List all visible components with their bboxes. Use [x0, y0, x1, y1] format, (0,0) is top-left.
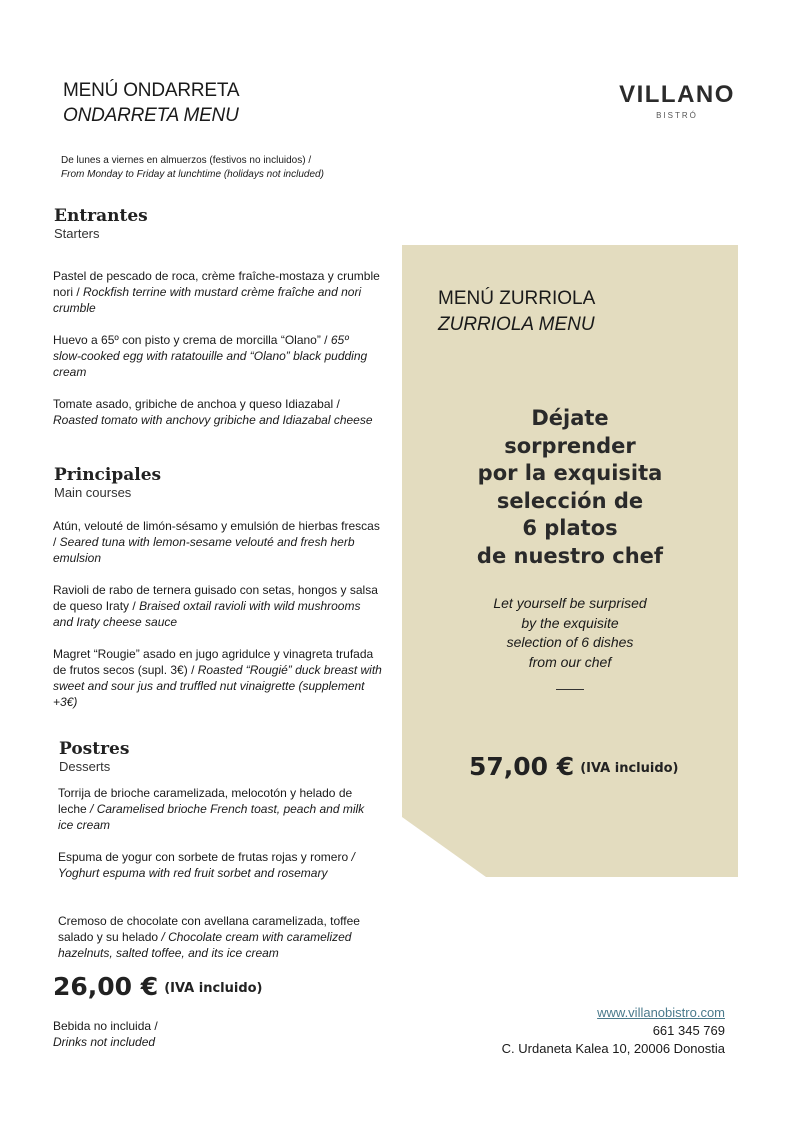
zurriola-subline — [402, 594, 738, 672]
price-iva: (IVA incluido) — [164, 980, 263, 996]
headline-line: por la exquisita — [477, 461, 663, 485]
dish-en: / Yoghurt espuma with red fruit sorbet and rosemary — [58, 850, 355, 880]
zurriola-title — [438, 286, 595, 338]
mains-heading — [54, 465, 161, 501]
dish-en: / Caramelised brioche French toast, peach and milk ice cream — [58, 802, 365, 832]
list-item — [53, 518, 383, 566]
drinks-en: Drinks not included — [53, 1035, 156, 1049]
list-item — [53, 396, 383, 428]
schedule-en: From Monday to Friday at lunchtime (holidays not included) — [61, 169, 324, 180]
logo-wordmark: VILLANO — [619, 81, 735, 108]
dish-en: Roasted “Rougié” duck breast with sweet and sour jus and truffled nut vinaigrette (supplement +3€) — [53, 663, 382, 709]
dish-es: Cremoso de chocolate con avellana caramelizada, toffee salado y su helado — [58, 914, 360, 944]
drinks-note — [53, 1018, 158, 1050]
menu-title — [63, 78, 239, 128]
headline-line: 6 platos — [522, 516, 618, 540]
schedule-es: De lunes a viernes en almuerzos (festivos no incluidos) / — [61, 155, 312, 166]
list-item — [58, 849, 373, 881]
dish-en: Roasted tomato with anchovy gribiche and Idiazabal cheese — [53, 413, 373, 427]
divider — [556, 689, 584, 690]
mains-subtitle: Main courses — [54, 485, 132, 500]
phone-number: 661 345 769 — [652, 1023, 725, 1038]
zurriola-title-en: ZURRIOLA MENU — [438, 314, 595, 335]
list-item — [58, 785, 378, 833]
dish-en: 65º slow-cooked egg with ratatouille and “Olano” black pudding cream — [53, 333, 368, 379]
price-iva: (IVA incluido) — [580, 760, 679, 776]
headline-line: sorprender — [504, 433, 636, 458]
price-amount: 26,00 € — [53, 972, 159, 1001]
zurriola-price — [469, 752, 679, 781]
dish-es: Torrija de brioche caramelizada, melocotón y helado de leche — [58, 786, 353, 816]
dish-en: Seared tuna with lemon-sesame velouté and fresh herb emulsion — [53, 535, 355, 565]
dish-es: Espuma de yogur con sorbete de frutas rojas y romero — [58, 850, 352, 864]
schedule-note — [61, 154, 324, 182]
drinks-es: Bebida no incluida / — [53, 1019, 158, 1033]
subline-line: Let yourself be surprised — [493, 595, 647, 611]
starters-subtitle: Starters — [54, 226, 100, 241]
address: C. Urdaneta Kalea 10, 20006 Donostia — [501, 1041, 725, 1056]
logo-subtitle: BISTRÓ — [656, 111, 698, 120]
dish-en: Braised oxtail ravioli with wild mushrooms and Iraty cheese sauce — [53, 599, 361, 629]
menu-title-es: MENÚ ONDARRETA — [63, 80, 240, 101]
price-amount: 57,00 € — [469, 752, 575, 781]
list-item — [53, 582, 383, 630]
starters-title: Entrantes — [54, 206, 148, 226]
list-item — [53, 646, 383, 710]
desserts-subtitle: Desserts — [59, 759, 111, 774]
headline-line: Déjate — [531, 406, 609, 430]
subline-line: by the exquisite — [521, 614, 619, 631]
dish-en: Rockfish terrine with mustard crème fraîche and nori crumble — [53, 285, 362, 315]
menu-title-en: ONDARRETA MENU — [63, 105, 239, 126]
list-item — [53, 332, 373, 380]
desserts-heading — [59, 739, 129, 775]
dish-es: Atún, velouté de limón-sésamo y emulsión de hierbas frescas / — [53, 519, 380, 549]
subline-line: from our chef — [528, 653, 612, 670]
zurriola-headline — [402, 405, 738, 570]
list-item — [53, 268, 383, 316]
dish-es: Tomate asado, gribiche de anchoa y queso Idiazabal / — [53, 397, 340, 411]
dish-es: Pastel de pescado de roca, crème fraîche-mostaza y crumble nori / — [53, 269, 380, 299]
zurriola-title-es: MENÚ ZURRIOLA — [438, 288, 596, 309]
headline-line: selección de — [496, 488, 644, 513]
villano-logo — [614, 82, 740, 120]
mains-title: Principales — [54, 465, 162, 485]
list-item — [58, 913, 388, 961]
starters-heading — [54, 206, 148, 242]
dish-es: Ravioli de rabo de ternera guisado con setas, hongos y salsa de queso Iraty / — [53, 583, 378, 613]
desserts-title: Postres — [59, 739, 130, 759]
subline-line: selection of 6 dishes — [506, 634, 634, 650]
dish-es: Huevo a 65º con pisto y crema de morcilla “Olano” / — [53, 333, 331, 347]
dish-es: Magret “Rougie” asado en jugo agridulce y vinagreta trufada de frutos secos (supl. 3€) / — [53, 647, 374, 677]
contact-block — [502, 1004, 725, 1058]
headline-line: de nuestro chef — [476, 543, 664, 568]
ondarreta-price — [53, 972, 263, 1001]
dish-en: / Chocolate cream with caramelized hazelnuts, salted toffee, and its ice cream — [58, 930, 352, 960]
website-link[interactable]: www.villanobistro.com — [597, 1005, 725, 1020]
